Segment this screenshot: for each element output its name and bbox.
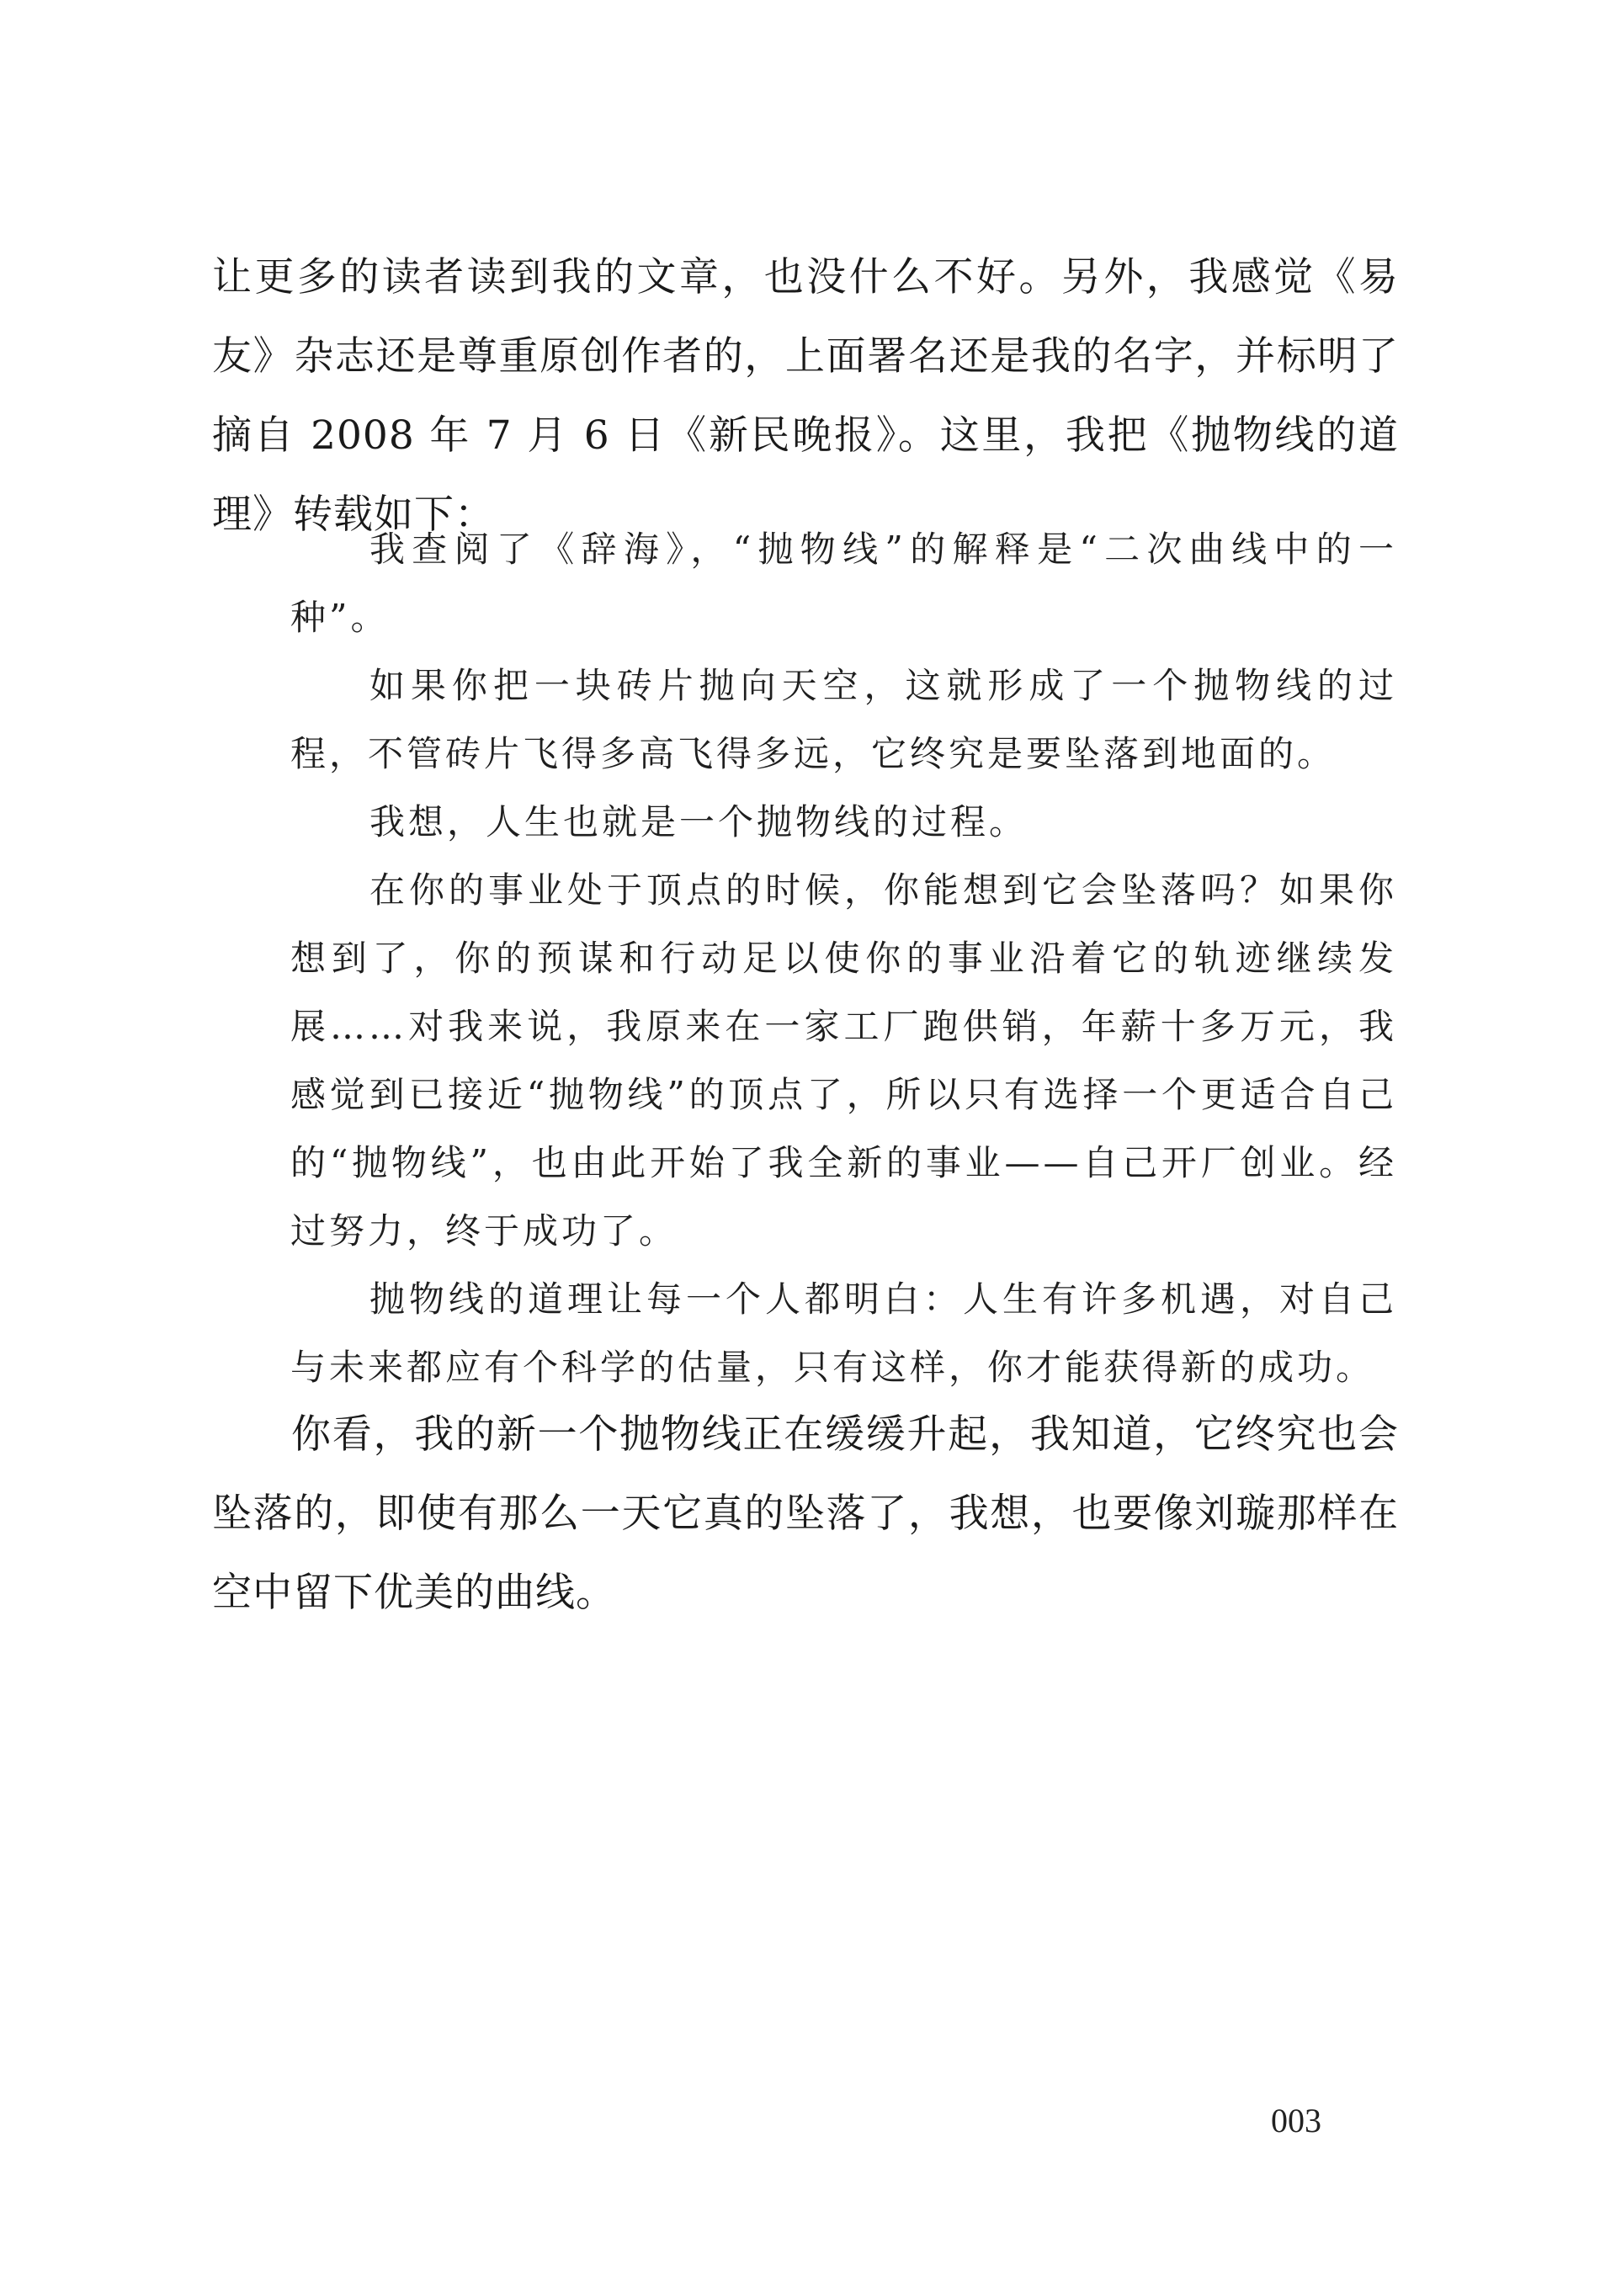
quote-paragraph-2: 如果你把一块砖片抛向天空，这就形成了一个抛物线的过程，不管砖片飞得多高飞得多远，它终究是要坠落到地面的。 bbox=[290, 665, 1397, 774]
quoted-article bbox=[290, 515, 1397, 1401]
closing-paragraph: 你看，我的新一个抛物线正在缓缓升起，我知道，它终究也会坠落的，即使有那么一天它真的坠落了，我想，也要像刘璇那样在空中留下优美的曲线。 bbox=[212, 1411, 1399, 1616]
quote-paragraph-4: 在你的事业处于顶点的时候，你能想到它会坠落吗？如果你想到了，你的预谋和行动足以使你的事业沿着它的轨迹继续发展……对我来说，我原来在一家工厂跑供销，年薪十多万元，我感觉到已接近“抛物线”的顶点了，所以只有选择一个更适合自己的“抛物线”，也由此开始了我全新的事业——自己开厂创业。经过努力，终于成功了。 bbox=[290, 869, 1397, 1252]
quote-paragraph-1: 我查阅了《辞海》，“抛物线”的解释是“二次曲线中的一种”。 bbox=[290, 529, 1397, 638]
quote-paragraph-5: 抛物线的道理让每一个人都明白：人生有许多机遇，对自己与未来都应有个科学的估量，只有这样，你才能获得新的成功。 bbox=[290, 1278, 1397, 1388]
page-number: 003 bbox=[1271, 2102, 1321, 2139]
quote-paragraph-3: 我想，人生也就是一个抛物线的过程。 bbox=[369, 801, 1029, 842]
intro-paragraph: 让更多的读者读到我的文章，也没什么不好。另外，我感觉《易友》杂志还是尊重原创作者的，上面署名还是我的名字，并标明了摘自 2008 年 7 月 6 日《新民晚报》。这里，我把《抛物线的道理》转载如下： bbox=[212, 254, 1399, 538]
